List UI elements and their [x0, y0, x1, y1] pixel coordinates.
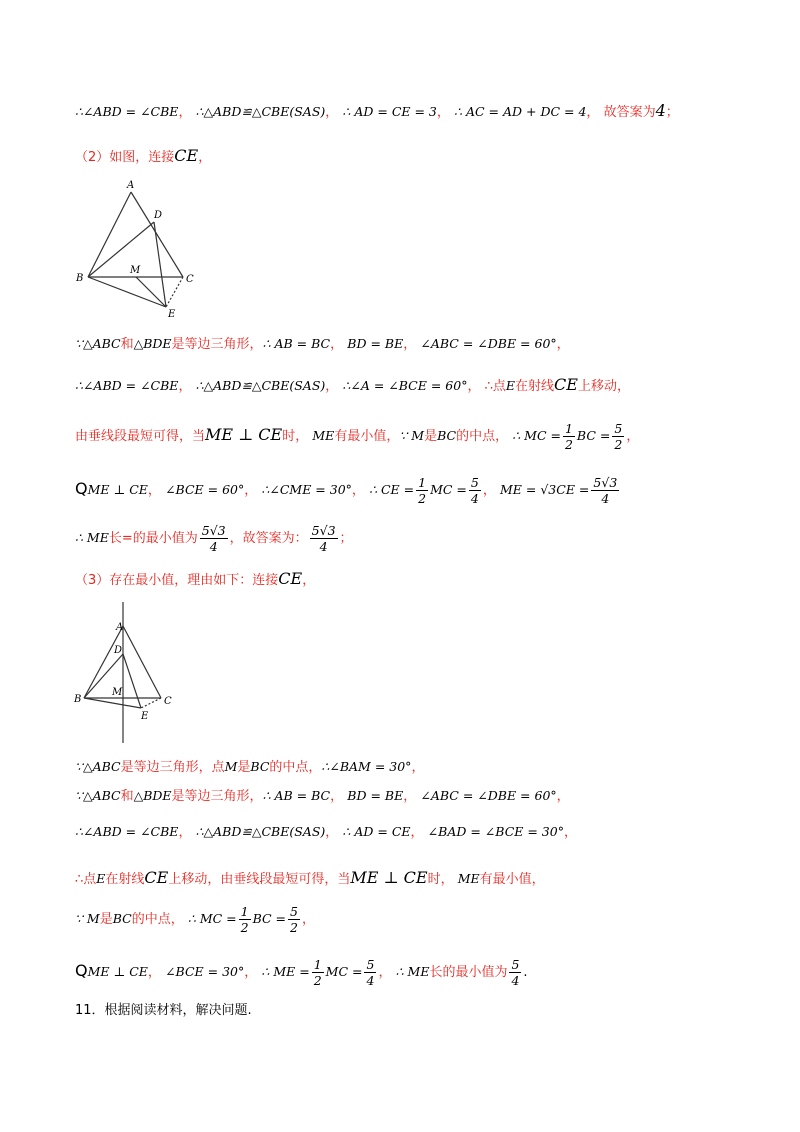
text: 是等边三角形，点	[120, 760, 225, 775]
math: ∵△ABC	[75, 759, 121, 774]
solution-line-7	[75, 520, 353, 557]
label-E: E	[141, 711, 149, 722]
text: 有最小值，	[334, 429, 400, 444]
text: 是等边三角形，	[171, 789, 263, 804]
question-11	[75, 1002, 252, 1020]
label-A: A	[127, 180, 135, 191]
math: ∠BCE = 60°	[165, 482, 245, 497]
math: ∴∠ABD = ∠CBE	[75, 378, 179, 393]
math: ∠ABC = ∠DBE = 60°	[420, 336, 557, 351]
math: ∵△ABC	[75, 336, 121, 351]
math: ∴ ME =	[261, 964, 310, 979]
figure-1-triangle-diagram	[70, 175, 210, 320]
math: ∴ CE =	[369, 482, 415, 497]
fraction: $\frac{5√3}{4}$	[201, 523, 226, 554]
fraction: $\frac{5}{4}$	[511, 957, 520, 988]
math: E	[505, 378, 516, 393]
fraction: $\frac{5}{2}$	[614, 421, 623, 452]
text: 上移动，	[577, 379, 630, 394]
math: ∴△ABD≌△CBE(SAS)	[195, 824, 326, 839]
text: ，	[302, 573, 316, 588]
label-B: B	[76, 273, 84, 284]
text: 是等边三角形，	[171, 337, 263, 352]
text: 的中点，	[456, 429, 509, 444]
text: 长=的最小值为	[108, 531, 198, 546]
math: ∵△ABC	[75, 788, 121, 803]
label-B: B	[74, 694, 82, 705]
math: BD = BE	[347, 336, 404, 351]
label-M: M	[130, 265, 141, 276]
fraction: $\frac{1}{2}$	[418, 475, 427, 506]
math: ∴∠A = ∠BCE = 60°	[342, 378, 468, 393]
text: 时，	[427, 872, 454, 887]
label-M: M	[112, 687, 123, 698]
math: CE	[554, 375, 578, 394]
math: ∴ AD = CE = 3	[342, 104, 437, 119]
part-2-heading	[75, 147, 211, 167]
math: ME ⊥ CE	[350, 868, 428, 887]
fraction: $\frac{5√3}{4}$	[311, 523, 336, 554]
math: ME ⊥ CE	[87, 482, 148, 497]
math: ME = √3CE =	[500, 482, 590, 497]
text: 是	[237, 760, 251, 775]
fraction: $\frac{1}{2}$	[564, 421, 573, 452]
text: 和	[120, 337, 134, 352]
math: ∠BCE = 30°	[165, 964, 245, 979]
math: CE	[144, 868, 169, 887]
text: 长的最小值为	[429, 965, 508, 980]
math: CE	[174, 146, 199, 165]
fraction: $\frac{5}{4}$	[470, 475, 479, 506]
text: 有最小值，	[479, 872, 545, 887]
solution-line-6: QME ⊥ CE， ∠BCE = 60°， ∴∠CME = 30°， ∴ CE = $\frac{1}{2}$ MC = $\frac{5}{4}$ ， ME = √3CE = $\frac{5√3}{4}$	[75, 475, 618, 506]
math: BC =	[576, 428, 611, 443]
math: ∴ ME	[395, 964, 430, 979]
figure-2-triangle-diagram	[70, 600, 190, 745]
text: 和	[120, 789, 134, 804]
fraction: $\frac{5}{4}$	[366, 957, 375, 988]
math: ME	[457, 871, 480, 886]
solution-line-11	[75, 869, 545, 889]
text: 的中点，	[131, 912, 184, 927]
math: ∴△ABD≌△CBE(SAS)	[195, 378, 326, 393]
text: ，故答案为：	[229, 531, 308, 546]
math: ME ⊥ CE	[205, 425, 283, 444]
label-C: C	[164, 696, 172, 707]
math: ME	[312, 428, 335, 443]
text: 在射线	[515, 379, 555, 394]
math: BC =	[252, 911, 287, 926]
text: ；	[339, 531, 353, 546]
part-3-heading	[75, 570, 315, 590]
solution-line-12: ∵ M是BC的中点， ∴ MC = $\frac{1}{2}$ BC = $\frac{5}{2}$ ，	[75, 904, 315, 935]
math: ∴△ABD≌△CBE(SAS)	[195, 104, 326, 119]
text: 的中点，	[269, 760, 322, 775]
math: MC =	[430, 482, 467, 497]
math: ∴ ME	[75, 530, 109, 545]
text: 故答案为	[603, 105, 656, 120]
text: 是	[99, 912, 113, 927]
text: ∴点	[75, 872, 97, 887]
label-A: A	[116, 622, 124, 633]
solution-line-9: ∵△ABC和△BDE是等边三角形，∴ AB = BC， BD = BE， ∠ABC = ∠DBE = 60°，	[75, 788, 570, 804]
math: MC =	[325, 964, 363, 979]
math: ∠BAD = ∠BCE = 30°	[427, 824, 564, 839]
text: 由垂线段最短可得，当	[75, 429, 206, 444]
math: ∴∠ABD = ∠CBE	[75, 824, 179, 839]
fraction: $\frac{5√3}{4}$	[593, 475, 618, 506]
label-D: D	[114, 645, 123, 656]
math: ∴∠ABD = ∠CBE	[75, 104, 179, 119]
fraction: $\frac{1}{2}$	[313, 957, 322, 988]
text: Q	[75, 479, 88, 498]
solution-line-8: ∵△ABC是等边三角形，点M是BC的中点，∴∠BAM = 30°，	[75, 759, 425, 775]
text: 上移动，由垂线段最短可得，当	[168, 872, 351, 887]
text: 是	[424, 429, 438, 444]
math: M	[224, 759, 238, 774]
math: ∴ AB = BC	[262, 336, 331, 351]
math: CE	[278, 569, 303, 588]
text: Q	[75, 961, 88, 980]
math: △BDE	[133, 336, 172, 351]
math: ∴∠CME = 30°	[261, 482, 352, 497]
fraction: $\frac{1}{2}$	[240, 904, 249, 935]
math: ∴ AD = CE	[342, 824, 411, 839]
math: ∴ AC = AD + DC = 4	[454, 104, 587, 119]
math: E	[96, 871, 106, 886]
label-C: C	[186, 274, 194, 285]
math: BD = BE	[347, 788, 404, 803]
math: ∴ MC =	[187, 911, 237, 926]
text: 时，	[282, 429, 309, 444]
math: ∵ M	[399, 428, 425, 443]
solution-line-1: ∴∠ABD = ∠CBE， ∴△ABD≌△CBE(SAS)， ∴ AD = CE = 3， ∴ AC = AD + DC = 4， 故答案为4；	[75, 101, 679, 120]
text: ∴点	[484, 379, 506, 394]
math: △BDE	[133, 788, 172, 803]
math: BC	[112, 911, 132, 926]
math: ME ⊥ CE	[87, 964, 148, 979]
solution-line-4: ∴∠ABD = ∠CBE， ∴△ABD≌△CBE(SAS)， ∴∠A = ∠BCE = 60°， ∴点E在射线CE上移动，	[75, 375, 630, 394]
math: ∴ AB = BC	[262, 788, 331, 803]
solution-line-5: 由垂线段最短可得，当ME ⊥ CE时， ME有最小值，∵ M是BC的中点， ∴ MC = $\frac{1}{2}$ BC = $\frac{5}{2}$ ，	[75, 421, 640, 452]
math: ∠ABC = ∠DBE = 60°	[420, 788, 557, 803]
math: ∵ M	[75, 911, 100, 926]
label-E: E	[168, 309, 176, 320]
text: 11．根据阅读材料，解决问题.	[75, 1003, 252, 1018]
text: ，	[198, 150, 212, 165]
math: 4	[655, 101, 666, 120]
text: （2）如图，连接	[75, 150, 175, 165]
solution-line-13: QME ⊥ CE， ∠BCE = 30°， ∴ ME = $\frac{1}{2}$ MC = $\frac{5}{4}$ ， ∴ ME长的最小值为 $\frac{5}{4}$ .	[75, 957, 528, 988]
solution-line-10: ∴∠ABD = ∠CBE， ∴△ABD≌△CBE(SAS)， ∴ AD = CE， ∠BAD = ∠BCE = 30°，	[75, 824, 577, 840]
math: BC	[250, 759, 270, 774]
label-D: D	[154, 210, 163, 221]
math: BC	[437, 428, 457, 443]
text: （3）存在最小值，理由如下：连接	[75, 573, 279, 588]
text: 在射线	[105, 872, 145, 887]
fraction: $\frac{5}{2}$	[290, 904, 298, 935]
text: ；	[665, 105, 679, 120]
math: ∴ MC =	[512, 428, 561, 443]
math: ∴∠BAM = 30°	[321, 759, 412, 774]
solution-line-3: ∵△ABC和△BDE是等边三角形，∴ AB = BC， BD = BE， ∠ABC = ∠DBE = 60°，	[75, 336, 570, 352]
